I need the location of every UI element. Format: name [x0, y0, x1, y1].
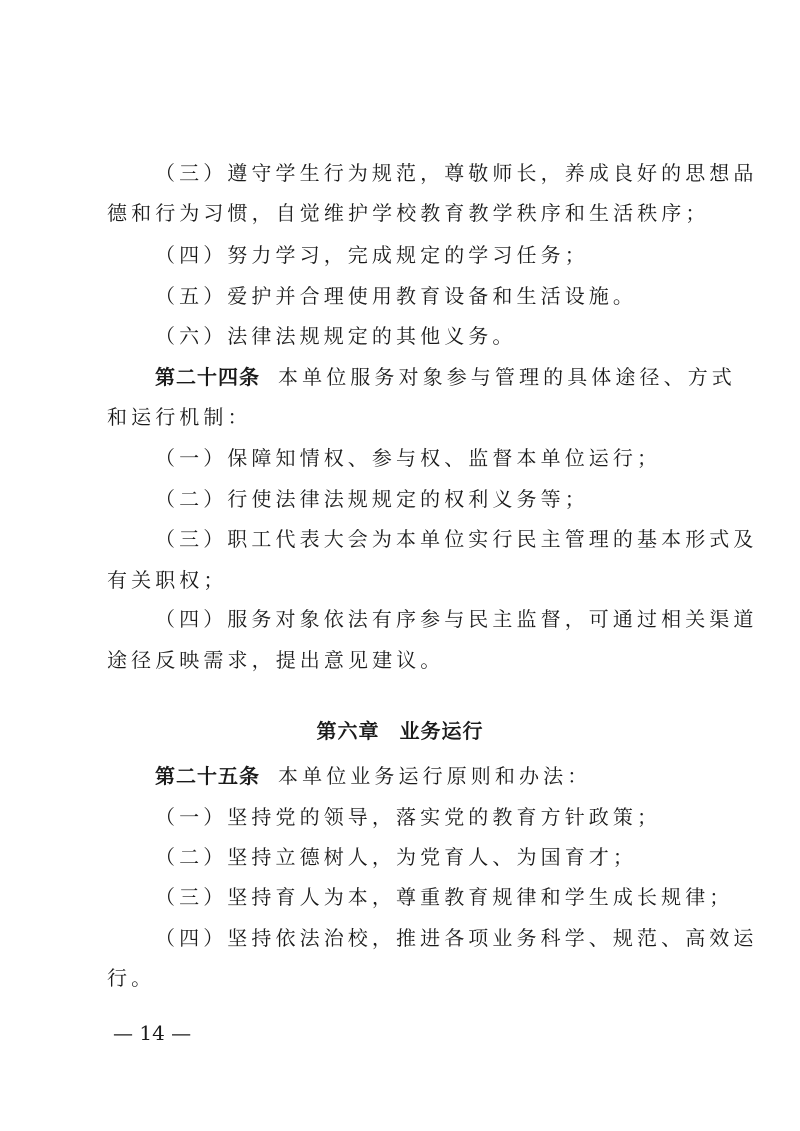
article-24-text: 本单位服务对象参与管理的具体途径、方式 — [278, 365, 736, 389]
list-item: （一）坚持党的领导，落实党的教育方针政策； — [155, 805, 662, 829]
chapter-number: 第六章 — [316, 719, 380, 743]
article-25-line — [155, 761, 745, 791]
list-item-continuation: 行。 — [107, 966, 156, 990]
list-item: （二）坚持立德树人，为党育人、为国育才； — [155, 845, 637, 869]
list-item-continuation: 途径反映需求，提出意见建议。 — [107, 648, 445, 672]
chapter-heading — [0, 716, 800, 746]
article-24-line — [155, 362, 745, 392]
list-item: （四）坚持依法治校，推进各项业务科学、规范、高效运 — [155, 926, 758, 950]
list-item: （三）职工代表大会为本单位实行民主管理的基本形式及 — [155, 527, 758, 551]
paragraph-line: （五）爱护并合理使用教育设备和生活设施。 — [155, 284, 637, 308]
article-25-heading: 第二十五条 — [155, 764, 260, 788]
paragraph-line: （三）遵守学生行为规范，尊敬师长，养成良好的思想品 — [155, 161, 758, 185]
paragraph-line: 和运行机制： — [107, 405, 252, 429]
page-number: — 14 — — [113, 1021, 192, 1045]
paragraph-line: （六）法律法规规定的其他义务。 — [155, 324, 517, 348]
list-item: （四）服务对象依法有序参与民主监督，可通过相关渠道 — [155, 607, 758, 631]
chapter-title: 业务运行 — [399, 719, 484, 743]
paragraph-line: （四）努力学习，完成规定的学习任务； — [155, 243, 589, 267]
list-item: （一）保障知情权、参与权、监督本单位运行； — [155, 446, 662, 470]
list-item-continuation: 有关职权； — [107, 568, 228, 592]
article-25-text: 本单位业务运行原则和办法： — [278, 764, 592, 788]
list-item: （二）行使法律法规规定的权利义务等； — [155, 487, 589, 511]
article-24-heading: 第二十四条 — [155, 365, 260, 389]
list-item: （三）坚持育人为本，尊重教育规律和学生成长规律； — [155, 885, 734, 909]
paragraph-line: 德和行为习惯，自觉维护学校教育教学秩序和生活秩序； — [107, 201, 710, 225]
